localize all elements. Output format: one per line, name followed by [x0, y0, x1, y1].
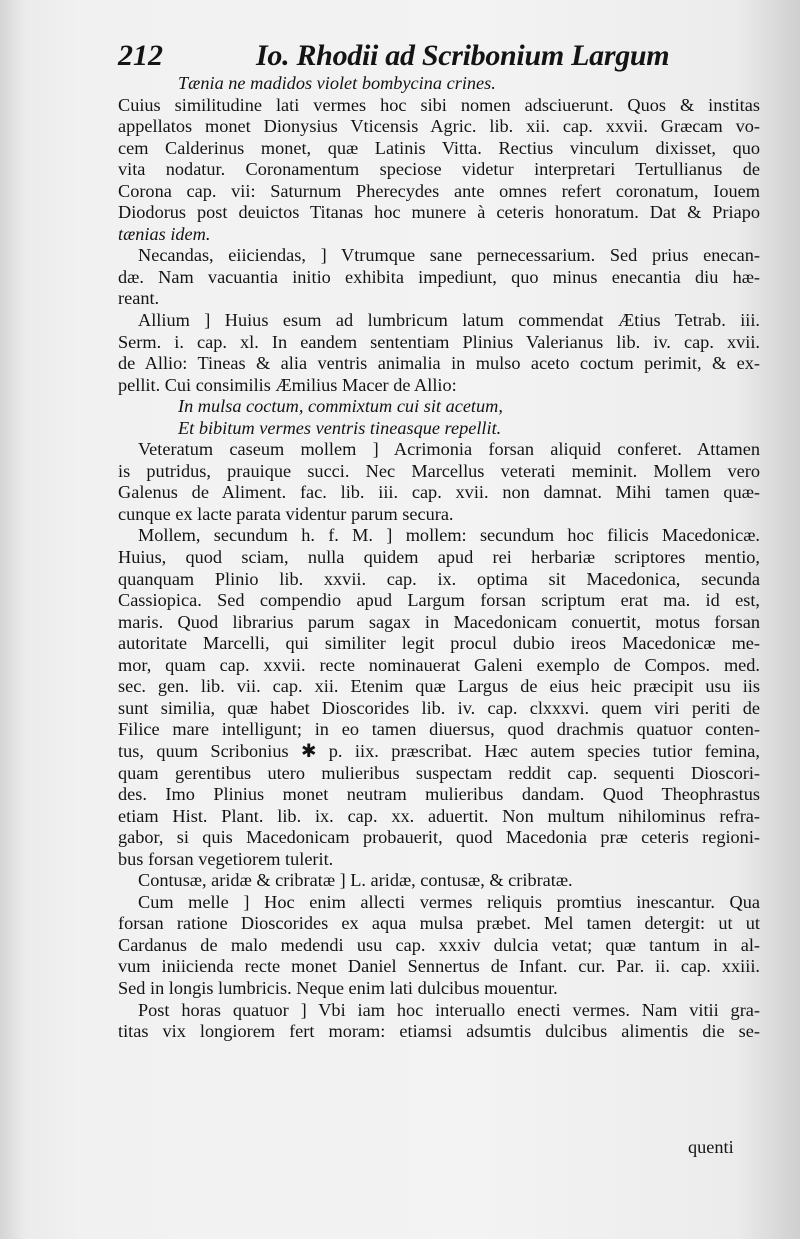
text-line: is putridus, prauique succi. Nec Marcellus veterati meminit. Mollem vero [118, 460, 760, 481]
text-line: quam gerentibus utero mulieribus suspectam reddit cap. sequenti Dioscori- [118, 762, 760, 783]
text-line: Mollem, secundum h. f. M. ] mollem: secundum hoc filicis Macedonicæ. [138, 525, 760, 546]
text-line: cunque ex lacte parata videntur parum secura. [118, 503, 454, 524]
text-line: pellit. Cui consimilis Æmilius Macer de Allio: [118, 374, 457, 395]
text-line: sunt similia, quæ habet Dioscorides lib. iv. cap. clxxxvi. quem viri periti de [118, 697, 760, 718]
text-line: vum iniicienda recte monet Daniel Sennertus de Infant. cur. Par. ii. cap. xxiii. [118, 956, 760, 977]
text-line: Cassiopica. Sed compendio apud Largum forsan scriptum erat ma. id est, [118, 590, 760, 611]
body-text [118, 73, 760, 1043]
text-line: des. Imo Plinius monet neutram mulieribus dandam. Quod Theophrastus [118, 784, 760, 805]
page-header [118, 36, 758, 76]
text-line: Necandas, eiiciendas, ] Vtrumque sane pernecessarium. Sed prius enecan- [138, 245, 760, 266]
text-line: titas vix longiorem fert moram: etiamsi adsumtis dulcibus alimentis die se- [118, 1021, 760, 1042]
text-line: Cuius similitudine lati vermes hoc sibi nomen adsciuerunt. Quos & institas [118, 94, 760, 115]
text-line: tus, quum Scribonius ✱ p. iix. præscribat. Hæc autem species tutior femina, [118, 740, 760, 761]
text-line: reant. [118, 288, 160, 309]
text-line: de Allio: Tineas & alia ventris animalia in mulso aceto coctum perimit, & ex- [118, 353, 760, 374]
text-line: Allium ] Huius esum ad lumbricum latum commendat Ætius Tetrab. iii. [138, 310, 760, 331]
text-line: appellatos monet Dionysius Vticensis Agric. lib. xii. cap. xxvii. Græcam vo- [118, 116, 760, 137]
text-line: Cardanus de malo medendi usu cap. xxxiv dulcia vetat; quæ tantum in al- [118, 934, 760, 955]
text-line: Serm. i. cap. xl. In eandem sententiam Plinius Valerianus lib. iv. cap. xvii. [118, 331, 760, 352]
text-line: mor, quam cap. xxvii. recte nominauerat Galeni exemplo de Compos. med. [118, 654, 760, 675]
text-line: forsan ratione Dioscorides ex aqua mulsa præbet. Mel tamen detergit: ut ut [118, 913, 760, 934]
text-line: Contusæ, aridæ & cribratæ ] L. aridæ, contusæ, & cribratæ. [138, 870, 573, 891]
text-line: gabor, si quis Macedonicam probauerit, quod Macedonia præ ceteris regioni- [118, 827, 760, 848]
text-line: autoritate Marcelli, qui similiter legit procul dubio ireos Macedonicæ me- [118, 633, 760, 654]
text-line: vita nodatur. Coronamentum speciose videtur interpretari Tertullianus de [118, 159, 760, 180]
text-line: dæ. Nam vacuantia initio exhibita impediunt, quo minus enecantia diu hæ- [118, 266, 760, 287]
text-line: Huius, quod sciam, nulla quidem apud rei herbariæ scriptores mentio, [118, 547, 760, 568]
text-line: tænias idem. [118, 223, 211, 244]
page-number: 212 [118, 39, 163, 72]
text-line: Veteratum caseum mollem ] Acrimonia forsan aliquid conferet. Attamen [138, 439, 760, 460]
text-line: bus forsan vegetiorem tulerit. [118, 848, 334, 869]
text-line: Et bibitum vermes ventris tineasque repellit. [178, 417, 502, 438]
text-line: sec. gen. lib. vii. cap. xii. Etenim quæ Largus de eius heic præcipit usu iis [118, 676, 760, 697]
text-line: maris. Quod librarius parum sagax in Macedonicam conuertit, motus forsan [118, 611, 760, 632]
text-line: etiam Hist. Plant. lib. ix. cap. xx. aduertit. Non multum nihilominus refra- [118, 805, 760, 826]
text-line: Galenus de Aliment. fac. lib. iii. cap. xvii. non damnat. Mihi tamen quæ- [118, 482, 760, 503]
text-line: Corona cap. vii: Saturnum Pherecydes ante omnes refert coronatum, Iouem [118, 180, 760, 201]
text-line: Filice mare intelligunt; in eo tamen diuersus, quod drachmis quatuor conten- [118, 719, 760, 740]
catchword: quenti [688, 1137, 734, 1157]
text-line: cem Calderinus monet, quæ Latinis Vitta. Rectius vinculum dixisset, quo [118, 137, 760, 158]
text-line: Sed in longis lumbricis. Neque enim lati dulcibus mouentur. [118, 977, 558, 998]
text-line: Post horas quatuor ] Vbi iam hoc interuallo enecti vermes. Nam vitii gra- [138, 999, 760, 1020]
text-line: Tænia ne madidos violet bombycina crines. [178, 73, 496, 93]
text-line: Cum melle ] Hoc enim allecti vermes reliquis promtius inescantur. Qua [138, 891, 760, 912]
text-line: Diodorus post deuictos Titanas hoc munere à ceteris honoratum. Dat & Priapo [118, 202, 760, 223]
text-line: In mulsa coctum, commixtum cui sit acetum, [178, 396, 503, 417]
text-line: quanquam Plinio lib. xxvii. cap. ix. optima sit Macedonica, secunda [118, 568, 760, 589]
running-title: Io. Rhodii ad Scribonium Largum [256, 39, 670, 72]
